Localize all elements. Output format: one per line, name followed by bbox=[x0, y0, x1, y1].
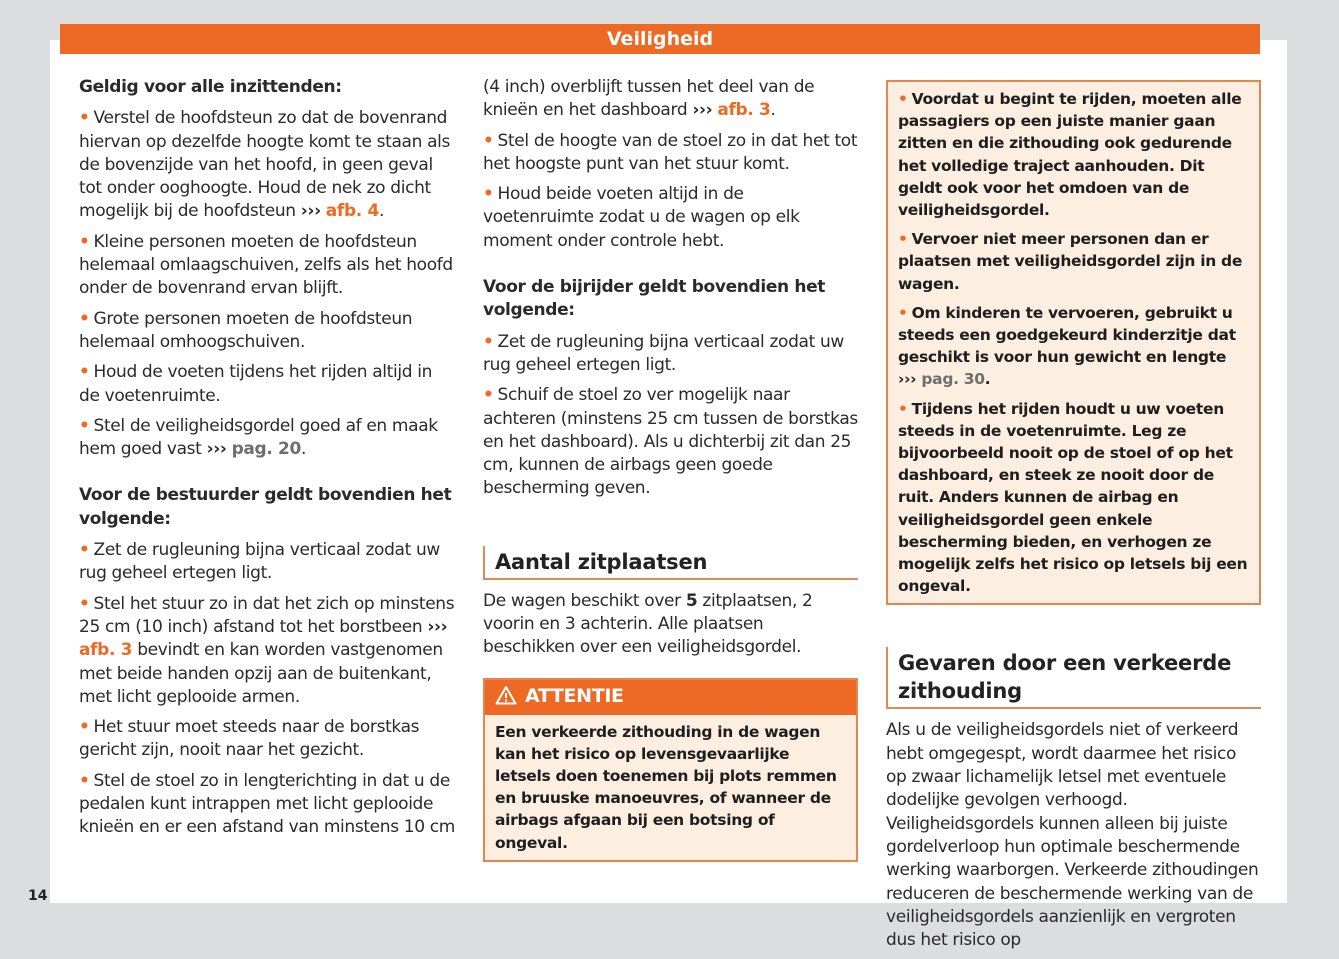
cross-reference-arrow-icon: ››› bbox=[427, 616, 448, 637]
warning-box-continued bbox=[886, 80, 1261, 605]
list-item: • Het stuur moet steeds naar de borstkas gericht zijn, nooit naar het gezicht. bbox=[79, 717, 420, 761]
link-afb-3[interactable]: afb. 3 bbox=[79, 640, 133, 661]
warning-item: • Vervoer niet meer personen dan er plaatsen met veiligheidsgordel zijn in de wagen. bbox=[898, 230, 1243, 293]
continued-text: (4 inch) overblijft tussen het deel van de knieën en het dashboard ››› afb. 3. bbox=[483, 77, 815, 121]
heading-all-occupants: Geldig voor alle inzittenden: bbox=[79, 77, 342, 97]
list-item: • Verstel de hoofdsteun zo dat de bovenrand hiervan op dezelfde hoogte komt te staan als de bovenzijde van het hoofd, in geen geval tot onder ooghoogte. Houd de nek zo dicht mogelijk bij de hoofdsteun ››› afb. 4. bbox=[79, 108, 451, 222]
column-right bbox=[886, 78, 1261, 959]
cross-reference-arrow-icon: ››› bbox=[692, 100, 713, 121]
bullet-icon: • bbox=[483, 331, 494, 352]
bullet-icon: • bbox=[79, 717, 90, 738]
link-afb-4[interactable]: afb. 4 bbox=[325, 201, 379, 222]
column-left bbox=[79, 76, 457, 847]
page-number: 14 bbox=[28, 888, 48, 904]
list-item: • Houd beide voeten altijd in de voetenruimte zodat u de wagen op elk moment onder controle hebt. bbox=[483, 184, 800, 251]
bullet-icon: • bbox=[898, 90, 908, 108]
cross-reference-arrow-icon: ››› bbox=[206, 439, 227, 460]
list-item: • Stel de stoel zo in lengterichting in dat u de pedalen kunt intrappen met licht geplooide knieën en er een afstand van minstens 10 cm bbox=[79, 770, 455, 838]
chapter-title: Veiligheid bbox=[606, 28, 714, 50]
seats-paragraph: De wagen beschikt over 5 zitplaatsen, 2 voorin en 3 achterin. Alle plaatsen beschikken over een veiligheidsgordel. bbox=[483, 590, 813, 658]
list-item: • Houd de voeten tijdens het rijden altijd in de voetenruimte. bbox=[79, 362, 433, 406]
bullet-icon: • bbox=[483, 130, 494, 151]
column-middle bbox=[483, 76, 858, 862]
bullet-icon: • bbox=[483, 184, 494, 205]
bullet-icon: • bbox=[79, 770, 90, 791]
danger-paragraph: Als u de veiligheidsgordels niet of verkeerd hebt omgegespt, wordt daarmee het risico op zwaar lichamelijk letsel met eventuele dodelijke gevolgen verhoogd. Veiligheidsgordels kunnen alleen bij juiste gordelverloop hun optimale beschermende werking waarborgen. Verkeerde zithoudingen reduceren de beschermende werking van de veiligheidsgordels aanzienlijk en vergroten dus het risico op bbox=[886, 720, 1259, 951]
bullet-icon: • bbox=[79, 593, 90, 614]
list-item: • Grote personen moeten de hoofdsteun helemaal omhoogschuiven. bbox=[79, 308, 413, 352]
warning-item: • Voordat u begint te rijden, moeten alle passagiers op een juiste manier gaan zitten en die zithouding ook gedurende het volledige traject aanhouden. Dit geldt ook voor het omdoen van de veiligheidsgordel. bbox=[898, 90, 1242, 220]
section-heading-seats: Aantal zitplaatsen bbox=[483, 546, 858, 580]
attention-label: ATTENTIE bbox=[525, 684, 624, 707]
list-item: • Schuif de stoel zo ver mogelijk naar achteren (minstens 25 cm tussen de borstkas en het dashboard). Als u dichterbij zit dan 25 cm, kunnen de airbags geen goede bescherming geven. bbox=[483, 385, 858, 499]
seat-count: 5 bbox=[685, 590, 698, 611]
chapter-header bbox=[60, 24, 1260, 54]
attention-text: Een verkeerde zithouding in de wagen kan het risico op levensgevaarlijke letsels doen toenemen bij plots remmen en bruuske manoeuvres, of wanneer de airbags afgaan bij een botsing of ongeval. bbox=[495, 722, 837, 852]
list-item: • Stel de hoogte van de stoel zo in dat het tot het hoogste punt van het stuur komt. bbox=[483, 130, 858, 174]
bullet-icon: • bbox=[79, 308, 90, 329]
attention-box bbox=[483, 678, 858, 862]
warning-item: • Om kinderen te vervoeren, gebruikt u steeds een goedgekeurd kinderzitje dat geschikt is voor hun gewicht en lengte ››› pag. 30. bbox=[898, 303, 1236, 389]
list-item: • Stel het stuur zo in dat het zich op minstens 25 cm (10 inch) afstand tot het borstbeen ››› afb. 3 bevindt en kan worden vastgenomen met beide handen opzij aan de buitenkant, met licht geplooide armen. bbox=[79, 593, 455, 707]
attention-header bbox=[485, 680, 856, 715]
bullet-icon: • bbox=[898, 399, 908, 418]
bullet-icon: • bbox=[79, 108, 90, 129]
bullet-icon: • bbox=[79, 415, 90, 436]
link-pag-30[interactable]: pag. 30 bbox=[921, 370, 985, 389]
link-pag-20[interactable]: pag. 20 bbox=[231, 439, 301, 460]
list-item: • Stel de veiligheidsgordel goed af en maak hem goed vast ››› pag. 20. bbox=[79, 415, 438, 460]
cross-reference-arrow-icon: ››› bbox=[300, 201, 321, 222]
bullet-icon: • bbox=[79, 540, 90, 561]
list-item: • Zet de rugleuning bijna verticaal zodat uw rug geheel ertegen ligt. bbox=[483, 331, 844, 375]
list-item: • Kleine personen moeten de hoofdsteun helemaal omlaagschuiven, zelfs als het hoofd onder de bovenrand ervan blijft. bbox=[79, 231, 453, 299]
bullet-icon: • bbox=[79, 231, 90, 252]
warning-triangle-icon bbox=[495, 685, 517, 711]
bullet-icon: • bbox=[898, 303, 908, 322]
link-afb-3[interactable]: afb. 3 bbox=[717, 100, 771, 121]
bullet-icon: • bbox=[898, 230, 908, 249]
bullet-icon: • bbox=[79, 362, 90, 383]
cross-reference-arrow-icon: ››› bbox=[898, 370, 917, 389]
heading-passenger: Voor de bijrijder geldt bovendien het volgende: bbox=[483, 277, 826, 321]
heading-driver: Voor de bestuurder geldt bovendien het volgende: bbox=[79, 485, 452, 529]
section-heading-danger: Gevaren door een verkeerde zithouding bbox=[886, 647, 1261, 709]
warning-item: • Tijdens het rijden houdt u uw voeten steeds in de voetenruimte. Leg ze bijvoorbeeld nooit op de stoel of op het dashboard, en steek ze nooit door de ruit. Anders kunnen de airbag en veiligheidsgordel geen enkele bescherming bieden, en verhogen ze mogelijk zelfs het risico op letsels bij een ongeval. bbox=[898, 399, 1248, 596]
bullet-icon: • bbox=[483, 385, 494, 406]
list-item: • Zet de rugleuning bijna verticaal zodat uw rug geheel ertegen ligt. bbox=[79, 540, 440, 584]
